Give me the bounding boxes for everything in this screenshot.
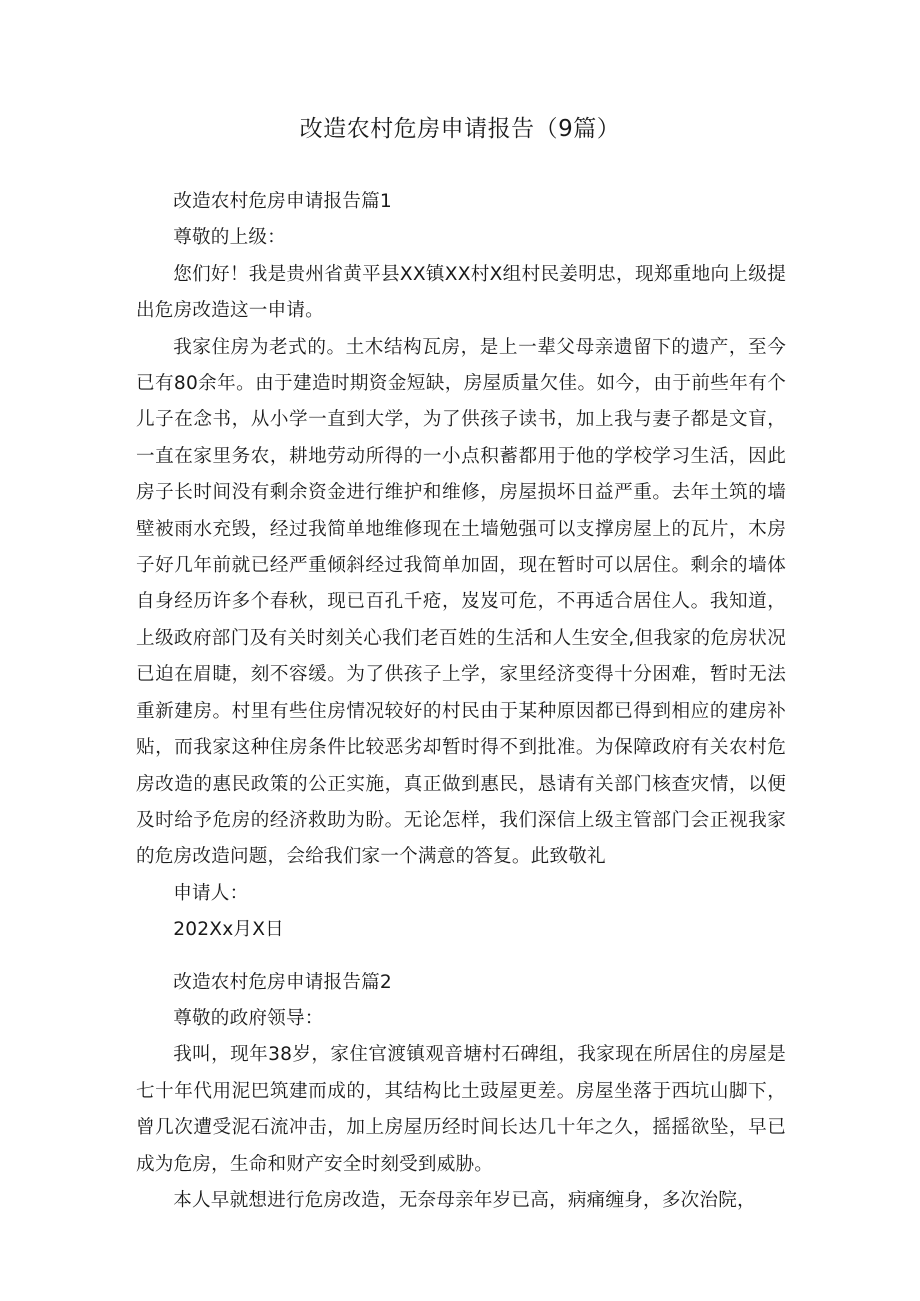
article-1-paragraph: 您们好！我是贵州省黄平县XX镇XX村X组村民姜明忠，现郑重地向上级提出危房改造这一申请。 [136,263,786,322]
article-2-salutation: 尊敬的政府领导： [173,1007,324,1029]
article-2-paragraph: 我叫，现年38岁，家住官渡镇观音塘村石碑组，我家现在所居住的房屋是七十年代用泥巴筑建而成的，其结构比土豉屋更差。房屋坐落于西坑山脚下，曾几次遭受泥石流冲击，加上房屋历经时间长达几十年之久，摇摇欲坠，早已成为危房，生命和财产安全时刻受到威胁。 [136,1044,786,1175]
document-title: 改造农村危房申请报告（9篇） [299,116,621,142]
document-body [136,184,786,1219]
article-2-heading: 改造农村危房申请报告篇2 [173,971,392,993]
article-1-heading: 改造农村危房申请报告篇1 [173,191,392,212]
article-1-applicant: 申请人： [173,882,249,904]
section-spacer [136,949,786,965]
article-1-paragraph: 我家住房为老式的。土木结构瓦房，是上一辈父母亲遗留下的遗产，至今已有80余年。由于建造时期资金短缺，房屋质量欠佳。如今，由于前些年有个儿子在念书，从小学一直到大学，为了供孩子读书，加上我与妻子都是文盲，一直在家里务农，耕地劳动所得的一小点积蓄都用于他的学校学习生活，因此房子长时间没有剩余资金进行维护和维修，房屋损坏日益严重。去年土筑的墙壁被雨水充毁，经过我简单地维修现在土墙勉强可以支撑房屋上的瓦片，木房子好几年前就已经严重倾斜经过我简单加固，现在暂时可以居住。剩余的墙体自身经历许多个春秋，现已百孔千疮，岌岌可危，不再适合居住人。我知道，上级政府部门及有关时刻关心我们老百姓的生活和人生安全,但我家的危房状况已迫在眉睫，刻不容缓。为了供孩子上学，家里经济变得十分困难，暂时无法重新建房。村里有些住房情况较好的村民由于某种原因都已得到相应的建房补贴，而我家这种住房条件比较恶劣却暂时得不到批准。为保障政府有关农村危房改造的惠民政策的公正实施，真正做到惠民，恳请有关部门核查灾情，以便及时给予危房的经济救助为盼。无论怎样，我们深信上级主管部门会正视我家的危房改造问题，会给我们家一个满意的答复。此致敬礼 [136,336,786,868]
article-2-paragraph: 本人早就想进行危房改造，无奈母亲年岁已高，病痛缠身，多次治院， [173,1189,756,1211]
article-1-salutation: 尊敬的上级： [173,227,286,249]
article-1-date: 202Xx月X日 [173,919,284,941]
